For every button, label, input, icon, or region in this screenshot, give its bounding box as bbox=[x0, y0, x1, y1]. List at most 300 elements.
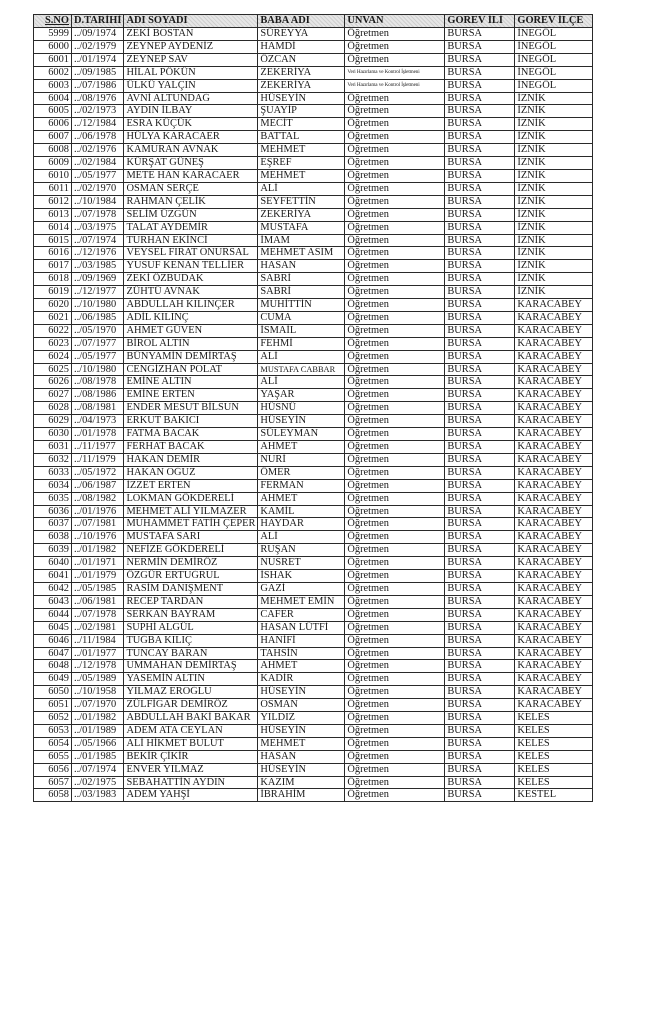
row-duty-district: İZNİK bbox=[515, 169, 593, 182]
table-row bbox=[34, 324, 593, 337]
row-no: 6040 bbox=[34, 557, 72, 570]
row-duty-district: KARACABEY bbox=[515, 608, 593, 621]
row-father-name: ZEKERİYA bbox=[258, 208, 345, 221]
row-full-name: HÜLYA KARACAER bbox=[124, 131, 258, 144]
row-father-name: HÜSEYİN bbox=[258, 686, 345, 699]
row-no: 6003 bbox=[34, 79, 72, 92]
row-full-name: ALİ HİKMET BULUT bbox=[124, 737, 258, 750]
table-row bbox=[34, 402, 593, 415]
table-row bbox=[34, 131, 593, 144]
row-duty-district: İZNİK bbox=[515, 195, 593, 208]
table-body bbox=[34, 28, 593, 802]
table-row bbox=[34, 582, 593, 595]
row-title: Öğretmen bbox=[345, 441, 445, 454]
row-duty-city: BURSA bbox=[445, 28, 515, 41]
row-birth-date: ../06/1985 bbox=[72, 311, 124, 324]
row-title: Öğretmen bbox=[345, 634, 445, 647]
row-no: 6054 bbox=[34, 737, 72, 750]
header-row bbox=[34, 15, 593, 28]
row-duty-district: KELES bbox=[515, 750, 593, 763]
row-birth-date: ../07/1978 bbox=[72, 608, 124, 621]
row-no: 6051 bbox=[34, 699, 72, 712]
row-no: 6033 bbox=[34, 466, 72, 479]
table-row bbox=[34, 311, 593, 324]
row-father-name: KAZIM bbox=[258, 776, 345, 789]
row-duty-district: İZNİK bbox=[515, 157, 593, 170]
row-duty-city: BURSA bbox=[445, 131, 515, 144]
row-no: 6026 bbox=[34, 376, 72, 389]
row-title: Öğretmen bbox=[345, 466, 445, 479]
row-title: Öğretmen bbox=[345, 131, 445, 144]
row-father-name: SÜLEYMAN bbox=[258, 428, 345, 441]
row-birth-date: ../10/1980 bbox=[72, 363, 124, 376]
row-birth-date: ../10/1976 bbox=[72, 531, 124, 544]
row-title: Öğretmen bbox=[345, 712, 445, 725]
header-no-label: S.NO bbox=[45, 15, 69, 26]
row-title: Öğretmen bbox=[345, 570, 445, 583]
row-birth-date: ../01/1982 bbox=[72, 712, 124, 725]
row-birth-date: ../11/1984 bbox=[72, 634, 124, 647]
row-duty-district: İZNİK bbox=[515, 131, 593, 144]
row-duty-district: KARACABEY bbox=[515, 531, 593, 544]
row-duty-city: BURSA bbox=[445, 712, 515, 725]
row-full-name: ZEKİ ÖZBUDAK bbox=[124, 273, 258, 286]
row-full-name: SELİM ÜZGÜN bbox=[124, 208, 258, 221]
row-father-name: HÜSEYİN bbox=[258, 415, 345, 428]
row-full-name: YASEMİN ALTIN bbox=[124, 673, 258, 686]
row-no: 6005 bbox=[34, 105, 72, 118]
row-father-name: SABRİ bbox=[258, 286, 345, 299]
row-no: 6021 bbox=[34, 311, 72, 324]
row-no: 6017 bbox=[34, 260, 72, 273]
table-row bbox=[34, 350, 593, 363]
row-duty-district: KARACABEY bbox=[515, 686, 593, 699]
table-row bbox=[34, 157, 593, 170]
row-title: Öğretmen bbox=[345, 157, 445, 170]
row-duty-district: KARACABEY bbox=[515, 673, 593, 686]
row-birth-date: ../11/1977 bbox=[72, 441, 124, 454]
table-row bbox=[34, 621, 593, 634]
row-title: Öğretmen bbox=[345, 518, 445, 531]
row-father-name: MEHMET ASIM bbox=[258, 247, 345, 260]
row-birth-date: ../05/1977 bbox=[72, 350, 124, 363]
row-full-name: ADİL KILINÇ bbox=[124, 311, 258, 324]
row-no: 6004 bbox=[34, 92, 72, 105]
row-duty-district: KARACABEY bbox=[515, 337, 593, 350]
row-no: 6056 bbox=[34, 763, 72, 776]
row-birth-date: ../12/1976 bbox=[72, 247, 124, 260]
row-no: 6007 bbox=[34, 131, 72, 144]
row-birth-date: ../07/1974 bbox=[72, 234, 124, 247]
row-title: Öğretmen bbox=[345, 169, 445, 182]
row-no: 6025 bbox=[34, 363, 72, 376]
row-birth-date: ../01/1979 bbox=[72, 570, 124, 583]
row-no: 6039 bbox=[34, 544, 72, 557]
row-duty-city: BURSA bbox=[445, 531, 515, 544]
row-birth-date: ../03/1975 bbox=[72, 221, 124, 234]
row-duty-district: KARACABEY bbox=[515, 402, 593, 415]
row-duty-city: BURSA bbox=[445, 208, 515, 221]
row-full-name: ÖZGÜR ERTUĞRUL bbox=[124, 570, 258, 583]
table-row bbox=[34, 712, 593, 725]
row-duty-district: KARACABEY bbox=[515, 544, 593, 557]
row-no: 6008 bbox=[34, 144, 72, 157]
row-title: Veri Hazırlama ve Kontrol İşletmeni bbox=[345, 66, 445, 79]
table-row bbox=[34, 363, 593, 376]
row-full-name: HİLAL PÖKÜN bbox=[124, 66, 258, 79]
row-father-name: AHMET bbox=[258, 492, 345, 505]
row-duty-district: İZNİK bbox=[515, 208, 593, 221]
row-father-name: NURİ bbox=[258, 453, 345, 466]
row-duty-city: BURSA bbox=[445, 66, 515, 79]
row-title: Öğretmen bbox=[345, 40, 445, 53]
row-duty-district: KARACABEY bbox=[515, 466, 593, 479]
table-row bbox=[34, 92, 593, 105]
row-duty-district: KARACABEY bbox=[515, 479, 593, 492]
row-title: Öğretmen bbox=[345, 428, 445, 441]
row-duty-district: KARACABEY bbox=[515, 376, 593, 389]
row-father-name: HÜSNÜ bbox=[258, 402, 345, 415]
row-no: 6020 bbox=[34, 299, 72, 312]
row-full-name: ENDER MESUT BİLSUN bbox=[124, 402, 258, 415]
row-duty-city: BURSA bbox=[445, 557, 515, 570]
row-duty-district: KELES bbox=[515, 776, 593, 789]
row-title: Öğretmen bbox=[345, 544, 445, 557]
row-birth-date: ../12/1984 bbox=[72, 118, 124, 131]
header-father-name: BABA ADI bbox=[258, 15, 345, 28]
row-father-name: AHMET bbox=[258, 441, 345, 454]
row-no: 6038 bbox=[34, 531, 72, 544]
row-duty-district: KARACABEY bbox=[515, 415, 593, 428]
row-full-name: ZEKİ BOSTAN bbox=[124, 28, 258, 41]
row-duty-district: İZNİK bbox=[515, 247, 593, 260]
row-duty-city: BURSA bbox=[445, 466, 515, 479]
row-duty-district: KELES bbox=[515, 712, 593, 725]
row-birth-date: ../12/1977 bbox=[72, 286, 124, 299]
row-father-name: ŞUAYİP bbox=[258, 105, 345, 118]
row-no: 6045 bbox=[34, 621, 72, 634]
row-no: 6034 bbox=[34, 479, 72, 492]
row-no: 6053 bbox=[34, 724, 72, 737]
row-full-name: UMMAHAN DEMİRTAŞ bbox=[124, 660, 258, 673]
row-title: Öğretmen bbox=[345, 415, 445, 428]
row-father-name: ALİ bbox=[258, 350, 345, 363]
row-father-name: HÜSEYİN bbox=[258, 724, 345, 737]
row-no: 6023 bbox=[34, 337, 72, 350]
header-duty-city: GOREV İLİ bbox=[445, 15, 515, 28]
row-no: 6022 bbox=[34, 324, 72, 337]
row-full-name: NEFİZE GÖKDERELİ bbox=[124, 544, 258, 557]
row-title: Öğretmen bbox=[345, 221, 445, 234]
row-duty-city: BURSA bbox=[445, 544, 515, 557]
table-row bbox=[34, 441, 593, 454]
row-duty-district: KARACABEY bbox=[515, 647, 593, 660]
row-full-name: TUĞBA KILIÇ bbox=[124, 634, 258, 647]
row-birth-date: ../10/1984 bbox=[72, 195, 124, 208]
row-no: 6012 bbox=[34, 195, 72, 208]
row-title: Öğretmen bbox=[345, 647, 445, 660]
row-full-name: ZÜLFİGAR DEMİRÖZ bbox=[124, 699, 258, 712]
row-duty-district: İZNİK bbox=[515, 105, 593, 118]
row-duty-city: BURSA bbox=[445, 608, 515, 621]
row-duty-city: BURSA bbox=[445, 789, 515, 802]
row-title: Öğretmen bbox=[345, 531, 445, 544]
row-full-name: EMİNE ALTIN bbox=[124, 376, 258, 389]
row-title: Öğretmen bbox=[345, 247, 445, 260]
table-row bbox=[34, 428, 593, 441]
row-no: 6047 bbox=[34, 647, 72, 660]
row-full-name: TURHAN EKİNCİ bbox=[124, 234, 258, 247]
table-row bbox=[34, 544, 593, 557]
table-row bbox=[34, 634, 593, 647]
row-birth-date: ../10/1980 bbox=[72, 299, 124, 312]
row-no: 6058 bbox=[34, 789, 72, 802]
row-duty-city: BURSA bbox=[445, 182, 515, 195]
row-duty-district: KARACABEY bbox=[515, 595, 593, 608]
row-duty-city: BURSA bbox=[445, 582, 515, 595]
row-father-name: KAMİL bbox=[258, 505, 345, 518]
row-no: 6057 bbox=[34, 776, 72, 789]
table-row bbox=[34, 66, 593, 79]
row-birth-date: ../08/1986 bbox=[72, 389, 124, 402]
row-duty-city: BURSA bbox=[445, 492, 515, 505]
row-birth-date: ../08/1978 bbox=[72, 376, 124, 389]
row-no: 6024 bbox=[34, 350, 72, 363]
row-father-name: MECİT bbox=[258, 118, 345, 131]
table-row bbox=[34, 505, 593, 518]
row-duty-city: BURSA bbox=[445, 169, 515, 182]
row-birth-date: ../01/1976 bbox=[72, 505, 124, 518]
row-duty-city: BURSA bbox=[445, 311, 515, 324]
row-father-name: HASAN bbox=[258, 750, 345, 763]
table-row bbox=[34, 79, 593, 92]
row-full-name: MUSTAFA SARI bbox=[124, 531, 258, 544]
row-father-name: SABRİ bbox=[258, 273, 345, 286]
row-duty-district: İZNİK bbox=[515, 273, 593, 286]
row-no: 6002 bbox=[34, 66, 72, 79]
row-no: 6018 bbox=[34, 273, 72, 286]
row-no: 6006 bbox=[34, 118, 72, 131]
row-duty-city: BURSA bbox=[445, 105, 515, 118]
table-row bbox=[34, 673, 593, 686]
row-full-name: ÜLKÜ YALÇIN bbox=[124, 79, 258, 92]
row-duty-city: BURSA bbox=[445, 40, 515, 53]
table-row bbox=[34, 40, 593, 53]
row-title: Öğretmen bbox=[345, 763, 445, 776]
row-full-name: RAHMAN ÇELİK bbox=[124, 195, 258, 208]
row-duty-district: İZNİK bbox=[515, 234, 593, 247]
row-duty-city: BURSA bbox=[445, 479, 515, 492]
row-duty-district: KARACABEY bbox=[515, 699, 593, 712]
row-full-name: ZÜHTÜ AVNAK bbox=[124, 286, 258, 299]
row-duty-city: BURSA bbox=[445, 350, 515, 363]
table-row bbox=[34, 299, 593, 312]
table-row bbox=[34, 376, 593, 389]
row-duty-district: İZNİK bbox=[515, 221, 593, 234]
row-full-name: BÜNYAMİN DEMİRTAŞ bbox=[124, 350, 258, 363]
row-title: Öğretmen bbox=[345, 492, 445, 505]
personnel-table bbox=[33, 14, 593, 802]
row-father-name: BATTAL bbox=[258, 131, 345, 144]
row-duty-district: KESTEL bbox=[515, 789, 593, 802]
row-full-name: RASİM DANIŞMENT bbox=[124, 582, 258, 595]
row-duty-city: BURSA bbox=[445, 505, 515, 518]
row-title: Öğretmen bbox=[345, 273, 445, 286]
row-birth-date: ../06/1987 bbox=[72, 479, 124, 492]
row-father-name: AHMET bbox=[258, 660, 345, 673]
row-birth-date: ../07/1986 bbox=[72, 79, 124, 92]
row-father-name: HÜSEYİN bbox=[258, 92, 345, 105]
table-row bbox=[34, 208, 593, 221]
row-duty-district: İNEGÖL bbox=[515, 53, 593, 66]
row-full-name: ADEM ATA CEYLAN bbox=[124, 724, 258, 737]
row-birth-date: ../02/1976 bbox=[72, 144, 124, 157]
row-duty-district: KARACABEY bbox=[515, 350, 593, 363]
row-father-name: HAMDİ bbox=[258, 40, 345, 53]
row-title: Öğretmen bbox=[345, 595, 445, 608]
row-duty-district: İZNİK bbox=[515, 286, 593, 299]
table-row bbox=[34, 570, 593, 583]
row-duty-city: BURSA bbox=[445, 660, 515, 673]
row-father-name: MUSTAFA CABBAR bbox=[258, 363, 345, 376]
row-birth-date: ../01/1974 bbox=[72, 53, 124, 66]
row-title: Öğretmen bbox=[345, 789, 445, 802]
row-birth-date: ../05/1966 bbox=[72, 737, 124, 750]
row-title: Öğretmen bbox=[345, 608, 445, 621]
table-row bbox=[34, 492, 593, 505]
row-title: Öğretmen bbox=[345, 363, 445, 376]
table-row bbox=[34, 182, 593, 195]
row-duty-city: BURSA bbox=[445, 518, 515, 531]
row-birth-date: ../04/1973 bbox=[72, 415, 124, 428]
row-father-name: İSHAK bbox=[258, 570, 345, 583]
header-title: UNVAN bbox=[345, 15, 445, 28]
row-title: Öğretmen bbox=[345, 724, 445, 737]
row-full-name: LOKMAN GÖKDERELİ bbox=[124, 492, 258, 505]
row-duty-city: BURSA bbox=[445, 195, 515, 208]
row-full-name: EMİNE ERTEN bbox=[124, 389, 258, 402]
row-full-name: AYDIN İLBAY bbox=[124, 105, 258, 118]
table-row bbox=[34, 789, 593, 802]
row-full-name: ERKUT BAKICI bbox=[124, 415, 258, 428]
row-title: Öğretmen bbox=[345, 699, 445, 712]
table-row bbox=[34, 737, 593, 750]
table-row bbox=[34, 105, 593, 118]
row-father-name: CAFER bbox=[258, 608, 345, 621]
table-row bbox=[34, 608, 593, 621]
row-duty-district: KARACABEY bbox=[515, 324, 593, 337]
row-full-name: YILMAZ EROĞLU bbox=[124, 686, 258, 699]
row-title: Öğretmen bbox=[345, 28, 445, 41]
row-birth-date: ../07/1977 bbox=[72, 337, 124, 350]
row-no: 6035 bbox=[34, 492, 72, 505]
row-father-name: ALİ bbox=[258, 531, 345, 544]
row-birth-date: ../03/1983 bbox=[72, 789, 124, 802]
row-title: Öğretmen bbox=[345, 105, 445, 118]
row-duty-city: BURSA bbox=[445, 157, 515, 170]
row-father-name: HÜSEYİN bbox=[258, 763, 345, 776]
row-duty-district: KARACABEY bbox=[515, 389, 593, 402]
row-birth-date: ../09/1969 bbox=[72, 273, 124, 286]
row-father-name: NUSRET bbox=[258, 557, 345, 570]
row-duty-city: BURSA bbox=[445, 673, 515, 686]
table-row bbox=[34, 28, 593, 41]
row-no: 6019 bbox=[34, 286, 72, 299]
table-row bbox=[34, 699, 593, 712]
row-birth-date: ../08/1976 bbox=[72, 92, 124, 105]
row-no: 6000 bbox=[34, 40, 72, 53]
table-row bbox=[34, 389, 593, 402]
row-full-name: BEKİR ÇİKİR bbox=[124, 750, 258, 763]
row-no: 6027 bbox=[34, 389, 72, 402]
row-title: Öğretmen bbox=[345, 505, 445, 518]
row-duty-city: BURSA bbox=[445, 776, 515, 789]
table-row bbox=[34, 286, 593, 299]
row-title: Öğretmen bbox=[345, 337, 445, 350]
row-birth-date: ../07/1974 bbox=[72, 763, 124, 776]
row-duty-district: KARACABEY bbox=[515, 570, 593, 583]
row-full-name: OSMAN SERÇE bbox=[124, 182, 258, 195]
row-title: Öğretmen bbox=[345, 144, 445, 157]
row-birth-date: ../07/1981 bbox=[72, 518, 124, 531]
row-father-name: HANİFİ bbox=[258, 634, 345, 647]
row-duty-city: BURSA bbox=[445, 92, 515, 105]
row-title: Öğretmen bbox=[345, 582, 445, 595]
row-birth-date: ../02/1979 bbox=[72, 40, 124, 53]
row-birth-date: ../02/1970 bbox=[72, 182, 124, 195]
row-duty-city: BURSA bbox=[445, 118, 515, 131]
row-birth-date: ../01/1971 bbox=[72, 557, 124, 570]
table-row bbox=[34, 195, 593, 208]
row-no: 6032 bbox=[34, 453, 72, 466]
row-father-name: EŞREF bbox=[258, 157, 345, 170]
table-row bbox=[34, 531, 593, 544]
row-full-name: RECEP TARDAN bbox=[124, 595, 258, 608]
row-no: 6048 bbox=[34, 660, 72, 673]
row-duty-district: KARACABEY bbox=[515, 311, 593, 324]
table-row bbox=[34, 479, 593, 492]
table-row bbox=[34, 724, 593, 737]
row-no: 6044 bbox=[34, 608, 72, 621]
row-duty-district: İZNİK bbox=[515, 118, 593, 131]
row-title: Öğretmen bbox=[345, 182, 445, 195]
row-duty-district: İNEGÖL bbox=[515, 40, 593, 53]
row-duty-city: BURSA bbox=[445, 737, 515, 750]
row-duty-city: BURSA bbox=[445, 634, 515, 647]
row-full-name: CENGİZHAN POLAT bbox=[124, 363, 258, 376]
row-father-name: KADİR bbox=[258, 673, 345, 686]
row-duty-city: BURSA bbox=[445, 415, 515, 428]
table-row bbox=[34, 273, 593, 286]
row-birth-date: ../06/1981 bbox=[72, 595, 124, 608]
row-duty-district: KARACABEY bbox=[515, 518, 593, 531]
table-row bbox=[34, 415, 593, 428]
row-full-name: VEYSEL FIRAT ONURSAL bbox=[124, 247, 258, 260]
row-father-name: MEHMET EMİN bbox=[258, 595, 345, 608]
row-birth-date: ../02/1973 bbox=[72, 105, 124, 118]
row-birth-date: ../05/1972 bbox=[72, 466, 124, 479]
row-duty-district: İZNİK bbox=[515, 92, 593, 105]
row-duty-city: BURSA bbox=[445, 595, 515, 608]
row-birth-date: ../02/1975 bbox=[72, 776, 124, 789]
row-title: Öğretmen bbox=[345, 389, 445, 402]
row-birth-date: ../07/1970 bbox=[72, 699, 124, 712]
row-title: Öğretmen bbox=[345, 453, 445, 466]
row-duty-city: BURSA bbox=[445, 53, 515, 66]
row-duty-district: KARACABEY bbox=[515, 557, 593, 570]
row-title: Öğretmen bbox=[345, 286, 445, 299]
table-row bbox=[34, 647, 593, 660]
